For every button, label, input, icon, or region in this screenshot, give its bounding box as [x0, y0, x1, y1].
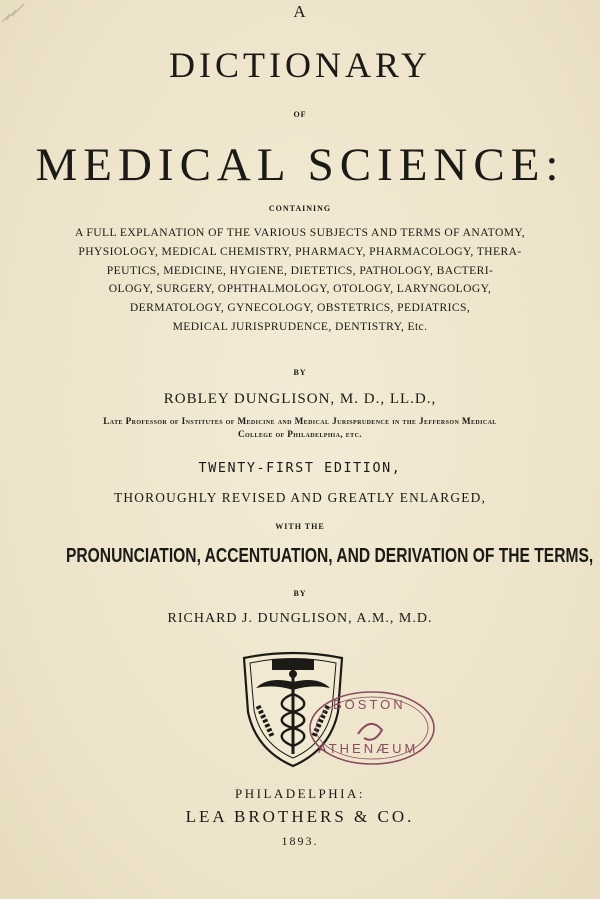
subject-description: [0, 224, 600, 337]
title-of: OF: [293, 110, 307, 119]
title-subject: MEDICAL SCIENCE:: [35, 139, 565, 191]
title-article: A: [293, 2, 307, 21]
containing-label: CONTAINING: [268, 204, 332, 213]
edition-feature: PRONUNCIATION, ACCENTUATION, AND DERIVATION OF THE TERMS,: [66, 545, 594, 567]
imprint-publisher: LEA BROTHERS & CO.: [185, 807, 415, 826]
edition-number: TWENTY-FIRST EDITION,: [198, 461, 402, 476]
imprint-year: 1893.: [281, 834, 319, 848]
edition-revision: THOROUGHLY REVISED AND GREATLY ENLARGED,: [114, 490, 486, 505]
author-affiliation: [0, 415, 600, 441]
description-line: MEDICAL JURISPRUDENCE, DENTISTRY, Etc.: [172, 319, 428, 333]
by-label-editor: BY: [293, 589, 307, 598]
description-line: OLOGY, SURGERY, OPHTHALMOLOGY, OTOLOGY, LARYNGOLOGY,: [108, 282, 492, 296]
affiliation-line: Late Professor of Institutes of Medicine and Medical Jurisprudence in the Jefferson Medical: [103, 416, 497, 426]
description-line: A FULL EXPLANATION OF THE VARIOUS SUBJECTS AND TERMS OF ANATOMY,: [74, 226, 526, 239]
with-the-label: WITH THE: [275, 522, 325, 531]
stamp-text-top: BOSTON: [333, 697, 406, 712]
stamp-text-bottom: ATHENÆUM: [318, 741, 419, 756]
description-line: DERMATOLOGY, GYNECOLOGY, OBSTETRICS, PEDIATRICS,: [129, 301, 471, 315]
description-line: PEUTICS, MEDICINE, HYGIENE, DIETETICS, PATHOLOGY, BACTERI-: [106, 263, 494, 277]
description-line: PHYSIOLOGY, MEDICAL CHEMISTRY, PHARMACY, PHARMACOLOGY, THERA-: [78, 244, 522, 258]
editor-name: RICHARD J. DUNGLISON, A.M., M.D.: [167, 611, 433, 626]
affiliation-line: College of Philadelphia, etc.: [237, 429, 363, 439]
imprint-city: PHILADELPHIA:: [235, 786, 365, 801]
title-dictionary: DICTIONARY: [169, 45, 431, 85]
author-name: ROBLEY DUNGLISON, M. D., LL.D.,: [163, 391, 437, 407]
by-label: BY: [293, 368, 307, 377]
